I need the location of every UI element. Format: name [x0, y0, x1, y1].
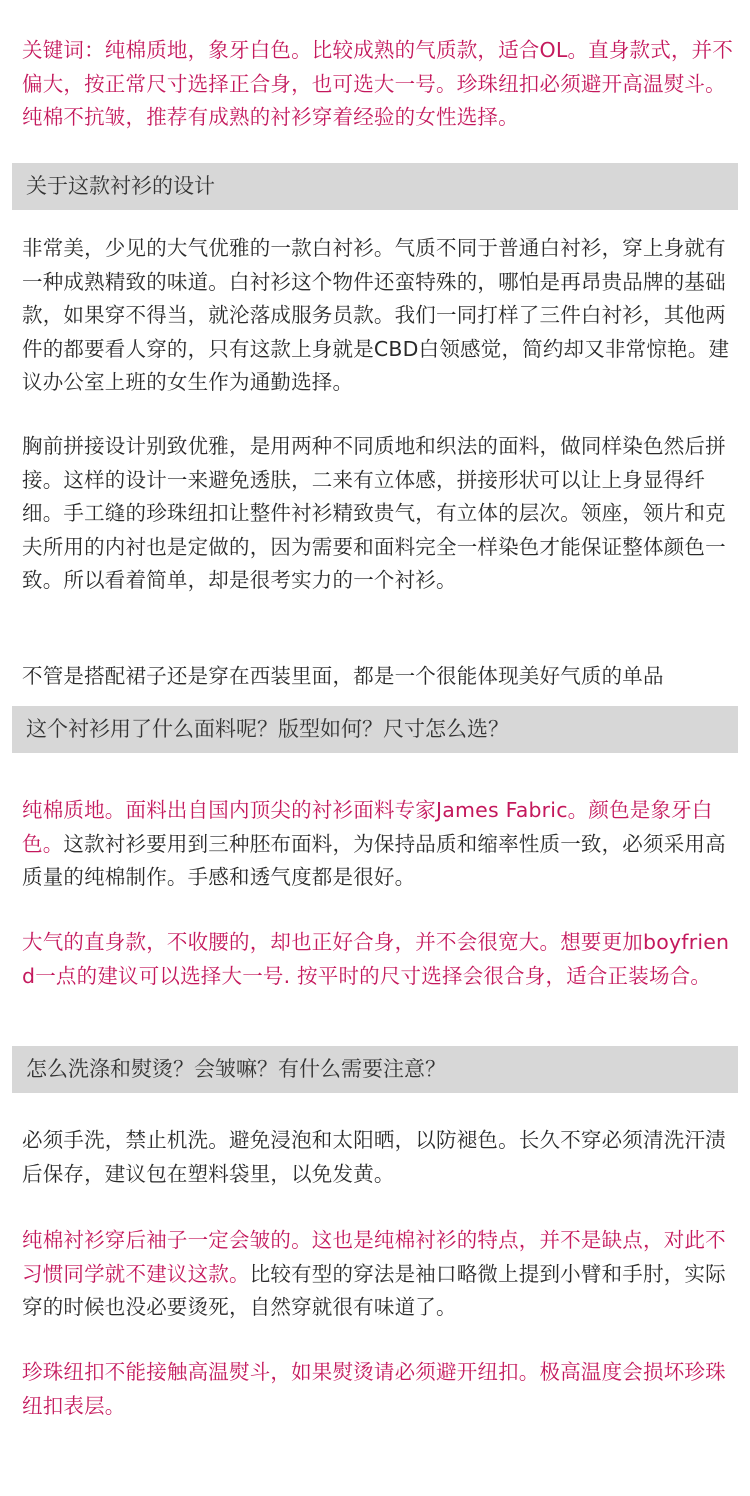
intro-keywords: 关键词：纯棉质地，象牙白色。比较成熟的气质款，适合OL。直身款式，并不偏大，按正常尺寸选择正合身，也可选大一号。珍珠纽扣必须避开高温熨斗。纯棉不抗皱，推荐有成熟的衬衫穿着经验的女性选择。	[22, 38, 734, 129]
section-heading-care: 怎么洗涤和熨烫？会皱嘛？有什么需要注意？	[12, 1046, 738, 1093]
care-paragraph-1: 必须手洗，禁止机洗。避免浸泡和太阳晒，以防褪色。长久不穿必须清洗汗渍后保存，建议包在塑料袋里，以免发黄。	[22, 1128, 726, 1186]
section-heading-fabric: 这个衬衫用了什么面料呢？版型如何？尺寸怎么选？	[12, 706, 738, 753]
design-paragraph-1: 非常美，少见的大气优雅的一款白衬衫。气质不同于普通白衬衫，穿上身就有一种成熟精致的味道。白衬衫这个物件还蛮特殊的，哪怕是再昂贵品牌的基础款，如果穿不得当，就沦落成服务员款。我们一同打样了三件白衬衫，其他两件的都要看人穿的，只有这款上身就是CBD白领感觉，简约却又非常惊艳。建议办公室上班的女生作为通勤选择。	[22, 236, 730, 394]
design-paragraph-3: 不管是搭配裙子还是穿在西装里面，都是一个很能体现美好气质的单品	[22, 664, 664, 688]
section-heading-design: 关于这款衬衫的设计	[12, 163, 738, 210]
care-paragraph-3: 珍珠纽扣不能接触高温熨斗，如果熨烫请必须避开纽扣。极高温度会损坏珍珠纽扣表层。	[22, 1360, 726, 1418]
care-paragraph-2	[22, 1224, 738, 1325]
fit-paragraph: 大气的直身款，不收腰的，却也正好合身，并不会很宽大。想要更加boyfriend一点的建议可以选择大一号. 按平时的尺寸选择会很合身，适合正装场合。	[22, 930, 730, 988]
design-paragraph-2: 胸前拼接设计别致优雅，是用两种不同质地和织法的面料，做同样染色然后拼接。这样的设计一来避免透肤，二来有立体感，拼接形状可以让上身显得纤细。手工缝的珍珠纽扣让整件衬衫精致贵气，有立体的层次。领座，领片和克夫所用的内衬也是定做的，因为需要和面料完全一样染色才能保证整体颜色一致。所以看着简单，却是很考实力的一个衬衫。	[22, 434, 726, 592]
wrinkle-highlight: 纯棉衬衫穿后袖子一定会皱的。这也是纯棉衬衫的特点，并不是缺点，对此不习惯同学就不建议这款。	[22, 1228, 726, 1286]
fabric-detail: 这款衬衫要用到三种胚布面料，为保持品质和缩率性质一致，必须采用高质量的纯棉制作。手感和透气度都是很好。	[22, 831, 726, 889]
wrinkle-detail: 比较有型的穿法是袖口略微上提到小臂和手肘，实际穿的时候也没必要烫死，自然穿就很有味道了。	[22, 1261, 726, 1319]
fabric-highlight: 纯棉质地。面料出自国内顶尖的衬衫面料专家James Fabric。颜色是象牙白色。	[22, 798, 713, 856]
fabric-paragraph-1	[22, 794, 738, 895]
